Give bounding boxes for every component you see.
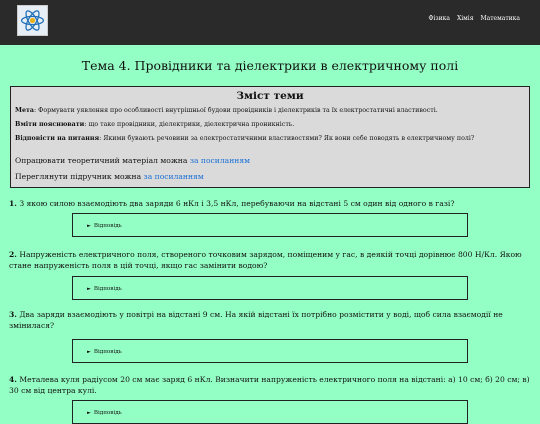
questions-label: Відповісти на питання (15, 135, 100, 142)
page-title: Тема 4. Провідники та діелектрики в електричному полі (81, 58, 459, 73)
disclosure-triangle-icon: ► (87, 349, 91, 355)
disclosure-triangle-icon: ► (87, 286, 91, 292)
question-1 (9, 198, 531, 209)
topic-heading: Зміст теми (236, 90, 304, 102)
question-number: 2. (9, 250, 17, 259)
answer-toggle-4[interactable] (72, 400, 468, 424)
nav-link-physics[interactable]: Фізика (428, 15, 450, 22)
question-text: Два заряди взаємодіють у повітрі на відстані 9 см. На якій відстані їх потрібно розмістити у воді, щоб сила взаємодії не змінилася? (9, 310, 503, 331)
question-text: Металева куля радіусом 20 см має заряд 6 нКл. Визначити напруженість електричного поля на відстані: а) 10 см; б) 20 см; в) 30 см від центра кулі. (9, 375, 530, 396)
site-logo[interactable] (17, 5, 48, 36)
question-number: 3. (9, 310, 17, 319)
answer-label: Відповідь (93, 286, 122, 292)
answer-label: Відповідь (93, 410, 122, 416)
goal-text: : Формувати уявлення про особливості внутрішньої будови провідників і діелектриків та їх електростатичні властивості. (33, 107, 438, 114)
main-nav (428, 15, 520, 22)
question-3 (9, 309, 531, 332)
goal-line (15, 107, 438, 114)
question-text: З якою силою взаємодіють два заряди 6 нКл і 3,5 нКл, перебуваючи на відстані 5 см один від одного в газі? (16, 199, 455, 208)
atom-icon (18, 6, 47, 35)
question-2 (9, 249, 531, 272)
disclosure-triangle-icon: ► (87, 223, 91, 229)
theory-link[interactable]: за посиланням (189, 156, 251, 165)
answer-label: Відповідь (93, 223, 122, 229)
textbook-line (15, 172, 204, 181)
goal-label: Мета (15, 107, 34, 114)
skills-text: : що таке провідники, діелектрики, діелектрична проникність. (84, 121, 295, 128)
answer-toggle-3[interactable] (72, 339, 468, 363)
top-navigation-bar (0, 0, 540, 45)
skills-line (15, 121, 294, 128)
answer-label: Відповідь (93, 349, 122, 355)
question-4 (9, 374, 531, 397)
question-number: 1. (9, 199, 17, 208)
answer-toggle-2[interactable] (72, 276, 468, 300)
questions-text: : Якими бувають речовини за електростатичними властивостями? Як вони себе поводять в електричному полі? (99, 135, 475, 142)
questions-line (15, 135, 474, 142)
question-text: Напруженість електричного поля, створеного точковим зарядом, поміщеним у гас, в деякій точці дорівнює 800 Н/Кл. Якою стане напруженість поля в цій точці, якщо гас замінити водою? (9, 250, 522, 271)
disclosure-triangle-icon: ► (87, 410, 91, 416)
nav-link-chemistry[interactable]: Хімія (456, 15, 474, 22)
theory-text: Опрацювати теоретичний матеріал можна (15, 156, 190, 165)
textbook-link[interactable]: за посиланням (143, 172, 204, 181)
skills-label: Вміти пояснювати (15, 121, 85, 128)
question-number: 4. (9, 375, 17, 384)
topic-content-box (10, 86, 530, 188)
nav-link-math[interactable]: Математика (480, 15, 520, 22)
theory-line (15, 156, 250, 165)
textbook-text: Переглянути підручник можна (15, 172, 144, 181)
answer-toggle-1[interactable] (72, 213, 468, 237)
